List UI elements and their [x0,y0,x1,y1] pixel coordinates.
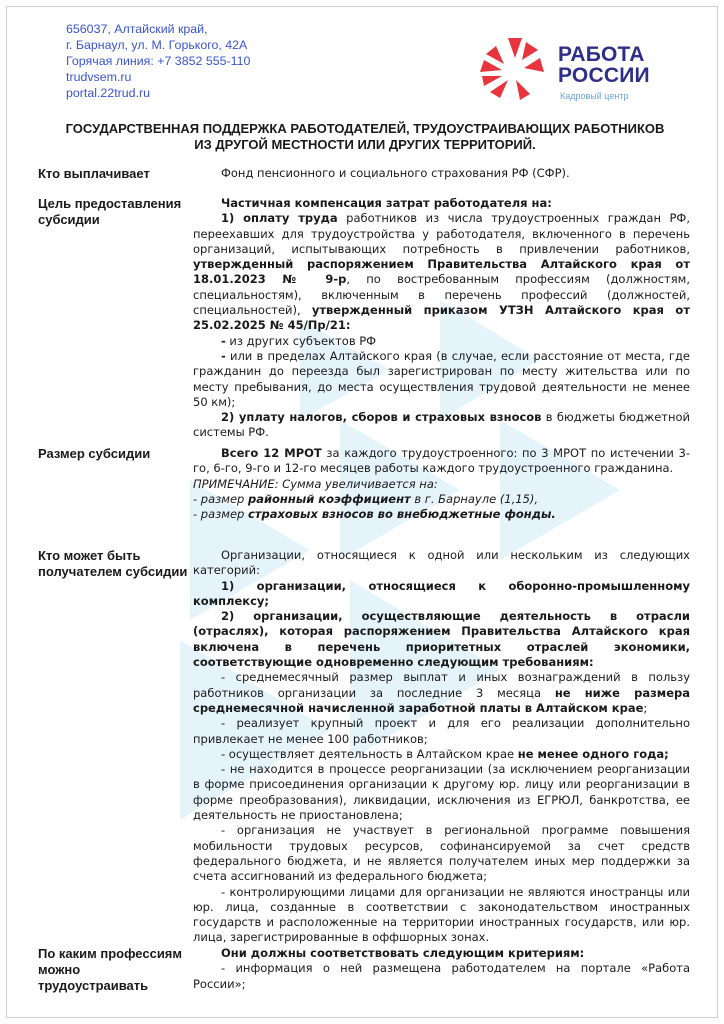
requirement-item: - контролирующими лицами для организации не являются иностранцы или юр. лица, созданные в соответствии с законодательством иностранных государств и расположенные на территории иностранных государств, или юр. лица, зарегистрированные в оффшорных зонах. [193,884,690,945]
professions-heading: Они должны соответствовать следующим критериям: [221,946,585,960]
section-label: По каким профессиям можно трудоустраивать [38,946,183,993]
amount-note: ПРИМЕЧАНИЕ: Сумма увеличивается на: [193,476,438,491]
logo-subtitle: Кадровый центр [560,91,629,101]
professions-item: - информация о ней размещена работодателем на портале «Работа России»; [193,961,690,991]
page-title: ГОСУДАРСТВЕННАЯ ПОДДЕРЖКА РАБОТОДАТЕЛЕЙ, ТРУДОУСТРАИВАЮЩИХ РАБОТНИКОВ ИЗ ДРУГОЙ МЕСТНОСТИ ИЛИ ДРУГИХ ТЕРРИТОРИЙ. [65,121,665,152]
purpose-heading: Частичная компенсация затрат работодателя на: [221,196,552,210]
section-content [193,196,690,441]
payer-text: Фонд пенсионного и социального страхования РФ (СФР). [221,166,570,180]
section-label: Цель предоставления субсидии [38,196,182,227]
address-line: г. Барнаул, ул. М. Горького, 42А [66,38,248,52]
logo-wordmark [558,44,650,86]
recipients-category-1: 1) организации, относящиеся к оборонно-промышленному комплексу; [193,578,690,608]
purpose-subitem: - из других субъектов РФ [221,333,377,348]
purpose-item-1: 1) оплату труда работников из числа трудоустроенных граждан РФ, переехавших для трудоустройства у работодателя, включенного в перечень организаций, испытывающих потребность в привлечении работников, утвержденный распоряжением Правительства Алтайского края от 18.01.2023 № 9-р, по востребованным профессиям (должностям, специальностям), включенным в перечень профессий (должностей, специальностей), утвержденный приказом УТЗН Алтайского края от 25.02.2025 № 45/Пр/21: [193,211,690,333]
section-content [193,548,690,946]
purpose-subitem: - или в пределах Алтайского края (в случае, если расстояние от места, где гражданин до переезда был зарегистрирован по месту жительства или по месту пребывания, до места осуществления трудовой деятельности не менее 50 км); [193,348,690,409]
section-content [193,446,690,522]
amount-line: - размер районный коэффициент в г. Барнауле (1,15), [193,491,539,506]
section-content [193,946,690,992]
rabota-rossii-logo [478,28,678,108]
recipients-intro: Организации, относящиеся к одной или нескольким из следующих категорий: [193,548,690,578]
requirement-item: - среднемесячный размер выплат и иных вознаграждений в пользу работников организации за последние 3 месяца не ниже размера среднемесячной начисленной заработной платы в Алтайском крае; [193,670,690,715]
requirement-item: - осуществляет деятельность в Алтайском крае не менее одного года; [221,746,669,761]
requirement-item: - не находится в процессе реорганизации (за исключением реорганизации в форме присоединения организации к другому юр. лицу или реорганизации в форме преобразования), ликвидации, исключения из ЕГРЮЛ, банкротства, ее деятельность не приостановлена; [193,762,690,823]
portal-link[interactable]: portal.22trud.ru [66,86,151,100]
section-label: Размер субсидии [38,446,151,461]
amount-line: - размер страховых взносов во внебюджетные фонды. [193,507,556,522]
recipients-category-2: 2) организации, осуществляющие деятельность в отрасли (отраслях), которая распоряжением Правительства Алтайского края включена в перечень приоритетных отраслей экономики, соответствующие одновременно следующим требованиям: [193,609,690,670]
purpose-item-2: 2) уплату налогов, сборов и страховых взносов в бюджеты бюджетной системы РФ. [193,410,690,440]
section-content [193,166,690,181]
section-label: Кто выплачивает [38,166,150,181]
website-link[interactable]: trudvsem.ru [66,70,132,84]
section-label: Кто может быть получателем субсидии [38,548,188,579]
logo-line-2: РОССИИ [558,64,650,87]
requirement-item: - организация не участвует в региональной программе повышения мобильности трудовых ресурсов, софинансируемой за счет средств федерального бюджета, и не является получателем иных мер поддержки за счета ассигнований из федерального бюджета; [193,823,690,884]
amount-text: Всего 12 МРОТ за каждого трудоустроенного: по 3 МРОТ по истечении 3-го, 6-го, 9-го и 12-го месяцев работы каждого трудоустроенного гражданина. [193,446,690,476]
address-line: 656037, Алтайский край, [66,22,208,36]
logo-star-icon [478,36,548,102]
contact-block [66,21,326,101]
requirement-item: - реализует крупный проект и для его реализации дополнительно привлекает не менее 100 работников; [193,716,690,746]
logo-line-1: РАБОТА [558,43,645,66]
hotline-line: Горячая линия: +7 3852 555-110 [66,54,251,68]
